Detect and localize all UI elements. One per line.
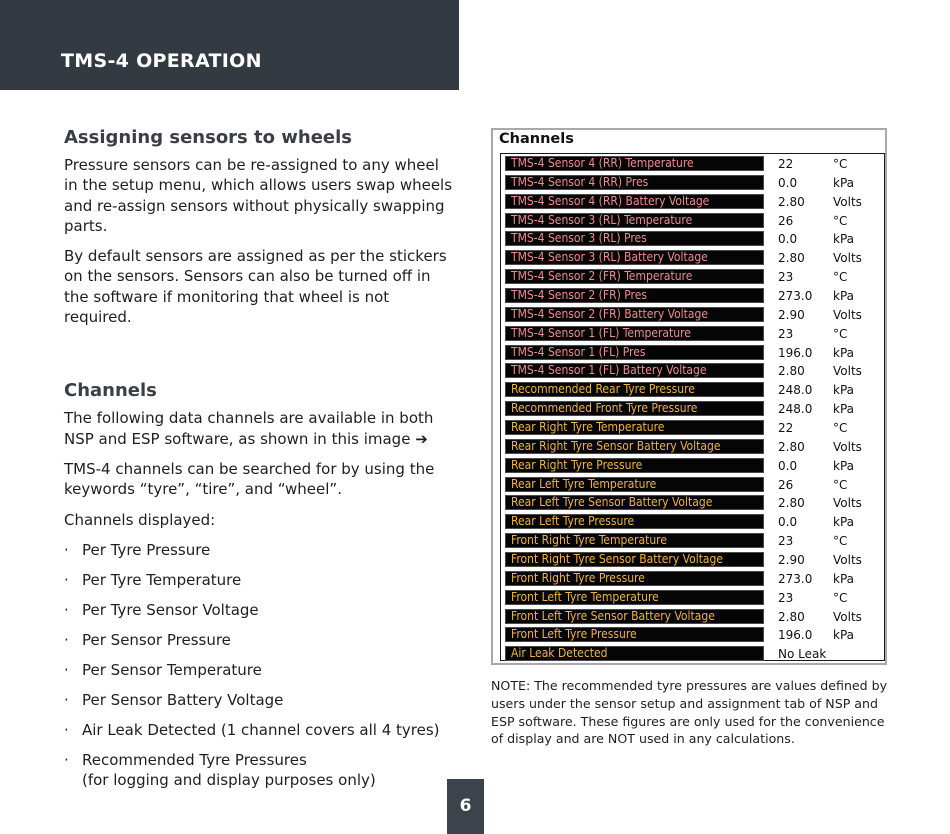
channel-name: Recommended Front Tyre Pressure	[505, 401, 764, 416]
channel-unit: kPa	[833, 232, 854, 247]
channel-name: TMS-4 Sensor 4 (RR) Battery Voltage	[505, 194, 764, 209]
channels-list	[500, 153, 885, 661]
channel-unit: °C	[833, 477, 848, 492]
channel-name: Front Left Tyre Pressure	[505, 627, 764, 642]
channel-value: 0.0	[778, 175, 798, 190]
channels-paragraph-3: Channels displayed:	[64, 510, 216, 529]
channel-row[interactable]	[501, 343, 884, 362]
channel-name: TMS-4 Sensor 2 (FR) Pres	[505, 288, 764, 303]
bullet-marker: ·	[64, 690, 69, 709]
channel-name: Rear Right Tyre Pressure	[505, 458, 764, 473]
channel-row[interactable]	[501, 399, 884, 418]
channel-value: 0.0	[778, 458, 798, 473]
channel-name: Front Right Tyre Temperature	[505, 533, 764, 548]
channel-name: Rear Left Tyre Temperature	[505, 477, 764, 492]
channels-heading: Channels	[64, 380, 157, 402]
bullet-text: Recommended Tyre Pressures	[82, 750, 307, 769]
channel-name: Rear Right Tyre Sensor Battery Voltage	[505, 439, 764, 454]
channel-unit: kPa	[833, 289, 854, 304]
channel-unit: Volts	[833, 251, 862, 266]
channel-value: 248.0	[778, 383, 813, 398]
channel-value: 2.80	[778, 364, 805, 379]
bullet-item	[64, 630, 456, 650]
channel-row[interactable]	[501, 229, 884, 248]
channel-value: 2.80	[778, 194, 805, 209]
channel-row[interactable]	[501, 569, 884, 588]
page-number: 6	[447, 779, 484, 834]
channel-row[interactable]	[501, 437, 884, 456]
bullet-text: Per Sensor Battery Voltage	[82, 690, 284, 709]
channel-value: 196.0	[778, 345, 813, 360]
channel-row[interactable]	[501, 531, 884, 550]
channel-name: Rear Left Tyre Pressure	[505, 514, 764, 529]
channel-unit: °C	[833, 326, 848, 341]
bullet-item	[64, 690, 456, 710]
channel-unit: kPa	[833, 458, 854, 473]
bullet-text: Air Leak Detected (1 channel covers all 4 tyres)	[82, 720, 440, 739]
channel-value: 2.90	[778, 307, 805, 322]
channel-row[interactable]	[501, 324, 884, 343]
bullet-item	[64, 720, 456, 740]
channel-name: TMS-4 Sensor 2 (FR) Temperature	[505, 269, 764, 284]
channel-value: 0.0	[778, 232, 798, 247]
channel-row[interactable]	[501, 493, 884, 512]
channel-row[interactable]	[501, 607, 884, 626]
channel-name: TMS-4 Sensor 2 (FR) Battery Voltage	[505, 307, 764, 322]
channel-value: 22	[778, 157, 794, 171]
channel-value: 273.0	[778, 571, 813, 586]
channel-unit: °C	[833, 534, 848, 549]
bullet-text: (for logging and display purposes only)	[82, 771, 376, 790]
channel-unit: °C	[833, 270, 848, 285]
bullet-item	[64, 540, 456, 560]
channel-unit: kPa	[833, 571, 854, 586]
bullet-marker: ·	[64, 750, 69, 769]
bullet-marker: ·	[64, 570, 69, 589]
channel-row[interactable]	[501, 361, 884, 380]
channel-value: 196.0	[778, 628, 813, 643]
channel-name: TMS-4 Sensor 4 (RR) Temperature	[505, 156, 764, 171]
bullet-text: Per Sensor Pressure	[82, 630, 231, 649]
channel-name: Front Left Tyre Temperature	[505, 590, 764, 605]
bullet-item	[64, 600, 456, 620]
bullet-text: Per Tyre Sensor Voltage	[82, 600, 259, 619]
channel-value: 22	[778, 421, 794, 436]
channel-unit: °C	[833, 213, 848, 228]
channel-value: 23	[778, 534, 794, 549]
channel-row[interactable]	[501, 154, 884, 173]
channel-unit: Volts	[833, 364, 862, 379]
channel-value: 2.80	[778, 251, 805, 266]
channel-name: Rear Right Tyre Temperature	[505, 420, 764, 435]
channel-value: 26	[778, 477, 794, 492]
bullet-text: Per Tyre Pressure	[82, 540, 211, 559]
channel-row[interactable]	[501, 644, 884, 663]
channel-unit: kPa	[833, 345, 854, 360]
channel-name: Air Leak Detected	[505, 646, 764, 661]
channel-row[interactable]	[501, 286, 884, 305]
channel-value: 2.80	[778, 609, 805, 624]
channel-row[interactable]	[501, 418, 884, 437]
channel-value: 23	[778, 270, 794, 285]
bullet-marker: ·	[64, 600, 69, 619]
channel-name: Rear Left Tyre Sensor Battery Voltage	[505, 495, 764, 510]
channel-value: 0.0	[778, 515, 798, 530]
bullet-marker: ·	[64, 660, 69, 679]
bullet-marker: ·	[64, 720, 69, 739]
channel-unit: Volts	[833, 553, 862, 568]
bullet-text: Per Sensor Temperature	[82, 660, 262, 679]
channel-unit: kPa	[833, 383, 854, 398]
bullet-item	[64, 750, 456, 791]
channel-unit: Volts	[833, 307, 862, 322]
channel-bullet-list	[64, 540, 456, 790]
channel-unit: Volts	[833, 194, 862, 209]
channel-row[interactable]	[501, 456, 884, 475]
channel-unit: Volts	[833, 439, 862, 454]
assign-heading: Assigning sensors to wheels	[64, 127, 353, 148]
channel-row[interactable]	[501, 588, 884, 607]
channel-row[interactable]	[501, 475, 884, 494]
channel-value: 26	[778, 213, 794, 228]
channel-unit: Volts	[833, 609, 862, 624]
channel-unit: kPa	[833, 402, 854, 417]
channel-unit: °C	[833, 590, 848, 605]
channel-row[interactable]	[501, 248, 884, 267]
channel-row[interactable]	[501, 625, 884, 644]
channel-value: 2.90	[778, 553, 805, 568]
section-spacer	[64, 337, 456, 378]
channels-paragraph-1: The following data channels are available in both NSP and ESP software, as shown in this image ➔	[64, 409, 434, 448]
note-text: NOTE: The recommended tyre pressures are values defined by users under the sensor setup and assignment tab of NSP and ESP software. These figures are only used for the convenience of display and are NOT used in any calculations.	[491, 678, 888, 747]
channel-name: TMS-4 Sensor 1 (FL) Pres	[505, 345, 764, 360]
channel-row[interactable]	[501, 192, 884, 211]
channels-paragraph-2: TMS-4 channels can be searched for by using the keywords “tyre”, “tire”, and “wheel”.	[64, 459, 435, 499]
header-band	[0, 0, 459, 90]
bullet-text: Per Tyre Temperature	[82, 570, 242, 589]
channel-name: TMS-4 Sensor 1 (FL) Battery Voltage	[505, 363, 764, 378]
assign-paragraph-1: Pressure sensors can be re-assigned to any wheel in the setup menu, which allows users swap wheels and re-assign sensors without physically swapping parts.	[64, 156, 453, 235]
channel-name: Front Left Tyre Sensor Battery Voltage	[505, 609, 764, 624]
channel-name: TMS-4 Sensor 3 (RL) Battery Voltage	[505, 250, 764, 265]
bullet-marker: ·	[64, 540, 69, 559]
bullet-marker: ·	[64, 630, 69, 649]
channel-value: 273.0	[778, 289, 813, 304]
page-header-title: TMS-4 OPERATION	[61, 50, 262, 72]
channel-value: No Leak	[778, 647, 827, 662]
channel-name: Recommended Rear Tyre Pressure	[505, 382, 764, 397]
channel-name: TMS-4 Sensor 4 (RR) Pres	[505, 175, 764, 190]
channel-unit: kPa	[833, 515, 854, 530]
channel-row[interactable]	[501, 550, 884, 569]
channel-name: TMS-4 Sensor 3 (RL) Pres	[505, 231, 764, 246]
channel-row[interactable]	[501, 305, 884, 324]
channel-value: 2.80	[778, 439, 805, 454]
channel-row[interactable]	[501, 380, 884, 399]
channel-value: 23	[778, 590, 794, 605]
channel-name: TMS-4 Sensor 3 (RL) Temperature	[505, 213, 764, 228]
channels-panel	[491, 128, 887, 665]
bullet-item	[64, 660, 456, 680]
channel-row[interactable]	[501, 512, 884, 531]
bullet-item	[64, 570, 456, 590]
channels-panel-title: Channels	[499, 131, 574, 147]
channel-unit: °C	[833, 157, 848, 171]
channel-row[interactable]	[501, 267, 884, 286]
channel-row[interactable]	[501, 173, 884, 192]
channel-value: 23	[778, 326, 794, 341]
channel-name: Front Right Tyre Sensor Battery Voltage	[505, 552, 764, 567]
channel-value: 248.0	[778, 402, 813, 417]
channel-name: TMS-4 Sensor 1 (FL) Temperature	[505, 326, 764, 341]
assign-paragraph-2: By default sensors are assigned as per the stickers on the sensors. Sensors can also be turned off in the software if monitoring that wheel is not required.	[64, 247, 447, 327]
channel-name: Front Right Tyre Pressure	[505, 571, 764, 586]
channel-unit: °C	[833, 421, 848, 436]
channel-row[interactable]	[501, 211, 884, 230]
channel-unit: kPa	[833, 175, 854, 190]
channel-unit: kPa	[833, 628, 854, 643]
channel-value: 2.80	[778, 496, 805, 511]
left-column	[64, 125, 456, 800]
channel-unit: Volts	[833, 496, 862, 511]
